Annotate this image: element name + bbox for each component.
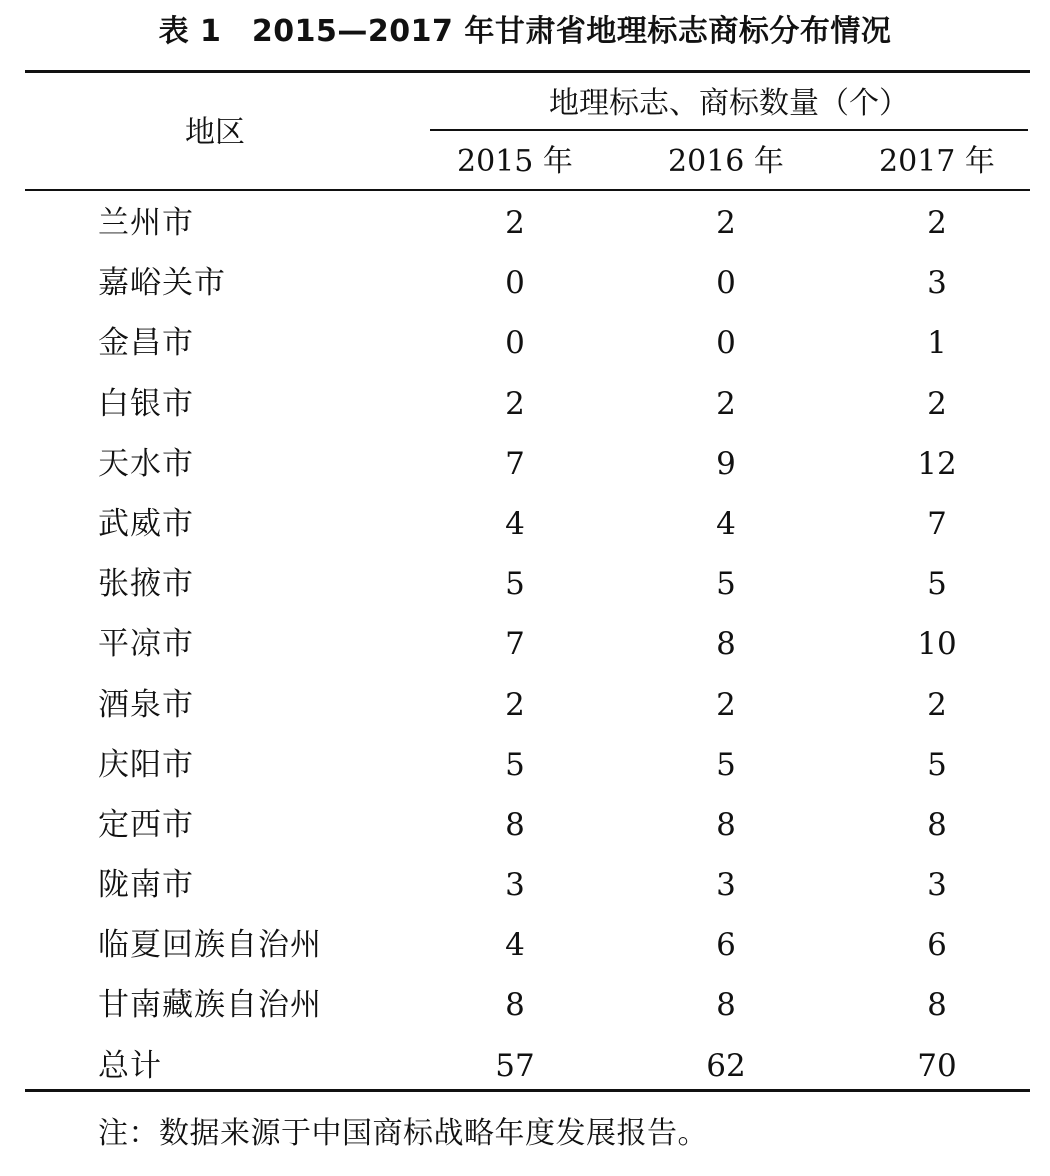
table-row (0, 374, 1050, 434)
region-cell: 定西市 (98, 806, 194, 843)
column-header-region: 地区 (185, 115, 245, 150)
table-row (0, 675, 1050, 735)
table-row (0, 253, 1050, 313)
value-cell-2017: 6 (927, 927, 947, 964)
region-cell: 金昌市 (98, 325, 194, 362)
value-cell-2015: 4 (505, 505, 525, 542)
value-cell-2015: 4 (505, 927, 525, 964)
total-cell-2016: 62 (706, 1047, 746, 1084)
region-cell: 嘉峪关市 (98, 265, 226, 302)
value-cell-2017: 10 (917, 626, 957, 663)
value-cell-2016: 8 (716, 806, 736, 843)
value-cell-2017: 8 (927, 806, 947, 843)
table-row (0, 434, 1050, 494)
value-cell-2017: 2 (927, 205, 947, 241)
column-group-header: 地理标志、商标数量（个） (549, 86, 909, 121)
value-cell-2017: 3 (927, 867, 947, 904)
value-cell-2015: 3 (505, 867, 525, 904)
value-cell-2016: 0 (716, 265, 736, 302)
table-row (0, 494, 1050, 554)
column-header-2017: 2017 年 (879, 144, 995, 179)
table-row (0, 795, 1050, 855)
value-cell-2017: 8 (927, 987, 947, 1024)
total-cell-2017: 70 (917, 1047, 957, 1084)
table-title: 表 1 2015—2017 年甘肃省地理标志商标分布情况 (158, 14, 892, 49)
table-row (0, 614, 1050, 674)
region-cell: 兰州市 (98, 205, 194, 241)
value-cell-2015: 2 (505, 205, 525, 241)
value-cell-2016: 3 (716, 867, 736, 904)
region-cell: 白银市 (98, 385, 194, 422)
value-cell-2016: 2 (716, 686, 736, 723)
table-row (0, 855, 1050, 915)
value-cell-2015: 5 (505, 746, 525, 783)
value-cell-2017: 1 (927, 325, 947, 362)
value-cell-2016: 4 (716, 505, 736, 542)
value-cell-2015: 7 (505, 626, 525, 663)
table-row (0, 554, 1050, 614)
table-body (0, 193, 1050, 1096)
table-note: 注：数据来源于中国商标战略年度发展报告。 (98, 1116, 708, 1151)
value-cell-2016: 8 (716, 626, 736, 663)
value-cell-2017: 12 (917, 445, 957, 482)
table-row (0, 915, 1050, 975)
value-cell-2017: 5 (927, 566, 947, 603)
value-cell-2015: 7 (505, 445, 525, 482)
region-cell: 陇南市 (98, 867, 194, 904)
value-cell-2016: 5 (716, 566, 736, 603)
region-cell: 平凉市 (98, 626, 194, 663)
table-row (0, 193, 1050, 253)
value-cell-2016: 0 (716, 325, 736, 362)
group-header-rule (430, 129, 1028, 131)
value-cell-2016: 2 (716, 205, 736, 241)
table-row (0, 313, 1050, 373)
value-cell-2017: 5 (927, 746, 947, 783)
value-cell-2016: 9 (716, 445, 736, 482)
region-cell: 酒泉市 (98, 686, 194, 723)
header-rule (25, 189, 1030, 191)
region-cell: 庆阳市 (98, 746, 194, 783)
column-header-2015: 2015 年 (457, 144, 573, 179)
value-cell-2017: 7 (927, 505, 947, 542)
region-cell: 天水市 (98, 445, 194, 482)
value-cell-2016: 2 (716, 385, 736, 422)
value-cell-2015: 0 (505, 325, 525, 362)
value-cell-2017: 2 (927, 686, 947, 723)
total-cell-2015: 57 (495, 1047, 535, 1084)
table-row (0, 735, 1050, 795)
table-row (0, 975, 1050, 1035)
value-cell-2015: 8 (505, 806, 525, 843)
region-cell: 张掖市 (98, 566, 194, 603)
value-cell-2015: 8 (505, 987, 525, 1024)
value-cell-2015: 2 (505, 385, 525, 422)
value-cell-2017: 2 (927, 385, 947, 422)
total-label-cell: 总计 (98, 1047, 162, 1084)
region-cell: 甘南藏族自治州 (98, 987, 322, 1024)
region-cell: 武威市 (98, 505, 194, 542)
table-row-total (0, 1036, 1050, 1096)
value-cell-2015: 2 (505, 686, 525, 723)
region-cell: 临夏回族自治州 (98, 927, 322, 964)
value-cell-2017: 3 (927, 265, 947, 302)
value-cell-2016: 5 (716, 746, 736, 783)
value-cell-2016: 6 (716, 927, 736, 964)
top-rule (25, 70, 1030, 73)
value-cell-2016: 8 (716, 987, 736, 1024)
value-cell-2015: 0 (505, 265, 525, 302)
value-cell-2015: 5 (505, 566, 525, 603)
column-header-2016: 2016 年 (668, 144, 784, 179)
bottom-rule (25, 1089, 1030, 1092)
